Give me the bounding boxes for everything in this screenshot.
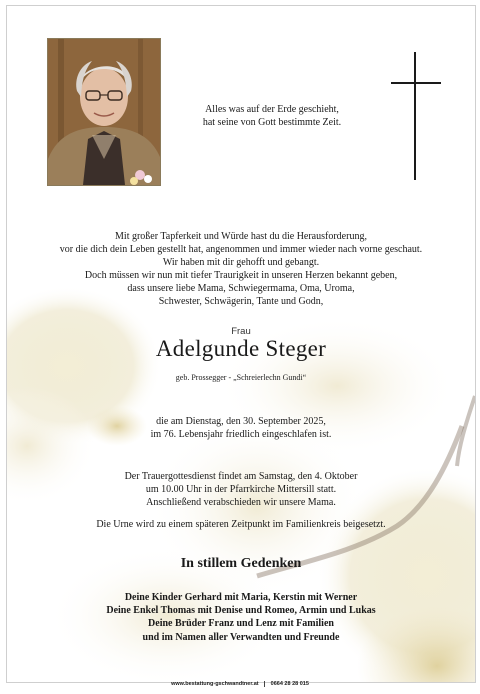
- footer-divider: [264, 681, 265, 687]
- motto-line: Alles was auf der Erde geschieht,: [182, 103, 362, 116]
- maiden-name: geb. Prossegger - „Schreierlechn Gundi“: [7, 373, 475, 382]
- mourner-line: und im Namen aller Verwandten und Freunde: [7, 631, 475, 644]
- tribute-line: Doch müssen wir nun mit tiefer Traurigkeit in unseren Herzen bekannt geben,: [21, 269, 461, 282]
- tribute-line: Schwester, Schwägerin, Tante und Godn,: [21, 295, 461, 308]
- portrait-photo: [47, 38, 161, 186]
- obituary-card: [6, 5, 476, 683]
- deceased-name: Adelgunde Steger: [7, 336, 475, 362]
- footer-website[interactable]: www.bestattung-gschwandtner.at: [171, 681, 259, 687]
- service-line: Anschließend verabschieden wir unsere Mama.: [7, 496, 475, 509]
- tribute-line: dass unsere liebe Mama, Schwiegermama, Oma, Uroma,: [21, 282, 461, 295]
- motto-line: hat seine von Gott bestimmte Zeit.: [182, 116, 362, 129]
- service-line: um 10.00 Uhr in der Pfarrkirche Mittersill statt.: [7, 483, 475, 496]
- service-info: [7, 470, 475, 509]
- funeral-home-footer: [0, 679, 480, 689]
- mourner-line: Deine Brüder Franz und Lenz mit Familien: [7, 617, 475, 630]
- tribute-line: vor die dich dein Leben gestellt hat, angenommen und immer wieder nach vorne geschaut.: [21, 243, 461, 256]
- cross-icon: [391, 52, 441, 180]
- death-line: im 76. Lebensjahr friedlich eingeschlafen ist.: [7, 428, 475, 441]
- death-notice: [7, 415, 475, 441]
- mourners-list: [7, 591, 475, 644]
- death-line: die am Dienstag, den 30. September 2025,: [7, 415, 475, 428]
- service-line: Der Trauergottesdienst findet am Samstag, den 4. Oktober: [7, 470, 475, 483]
- footer-phone[interactable]: 0664 28 28 015: [271, 681, 309, 687]
- urn-note: Die Urne wird zu einem späteren Zeitpunkt im Familienkreis beigesetzt.: [7, 519, 475, 530]
- mourner-line: Deine Enkel Thomas mit Denise und Romeo, Armin und Lukas: [7, 604, 475, 617]
- mourner-line: Deine Kinder Gerhard mit Maria, Kerstin mit Werner: [7, 591, 475, 604]
- name-prefix: Frau: [7, 326, 475, 337]
- tribute-line: Mit großer Tapferkeit und Würde hast du die Herausforderung,: [21, 230, 461, 243]
- tribute-line: Wir haben mit dir gehofft und gebangt.: [21, 256, 461, 269]
- tribute-text: [21, 230, 461, 308]
- closing-heading: In stillem Gedenken: [7, 556, 475, 572]
- motto-quote: [182, 103, 362, 129]
